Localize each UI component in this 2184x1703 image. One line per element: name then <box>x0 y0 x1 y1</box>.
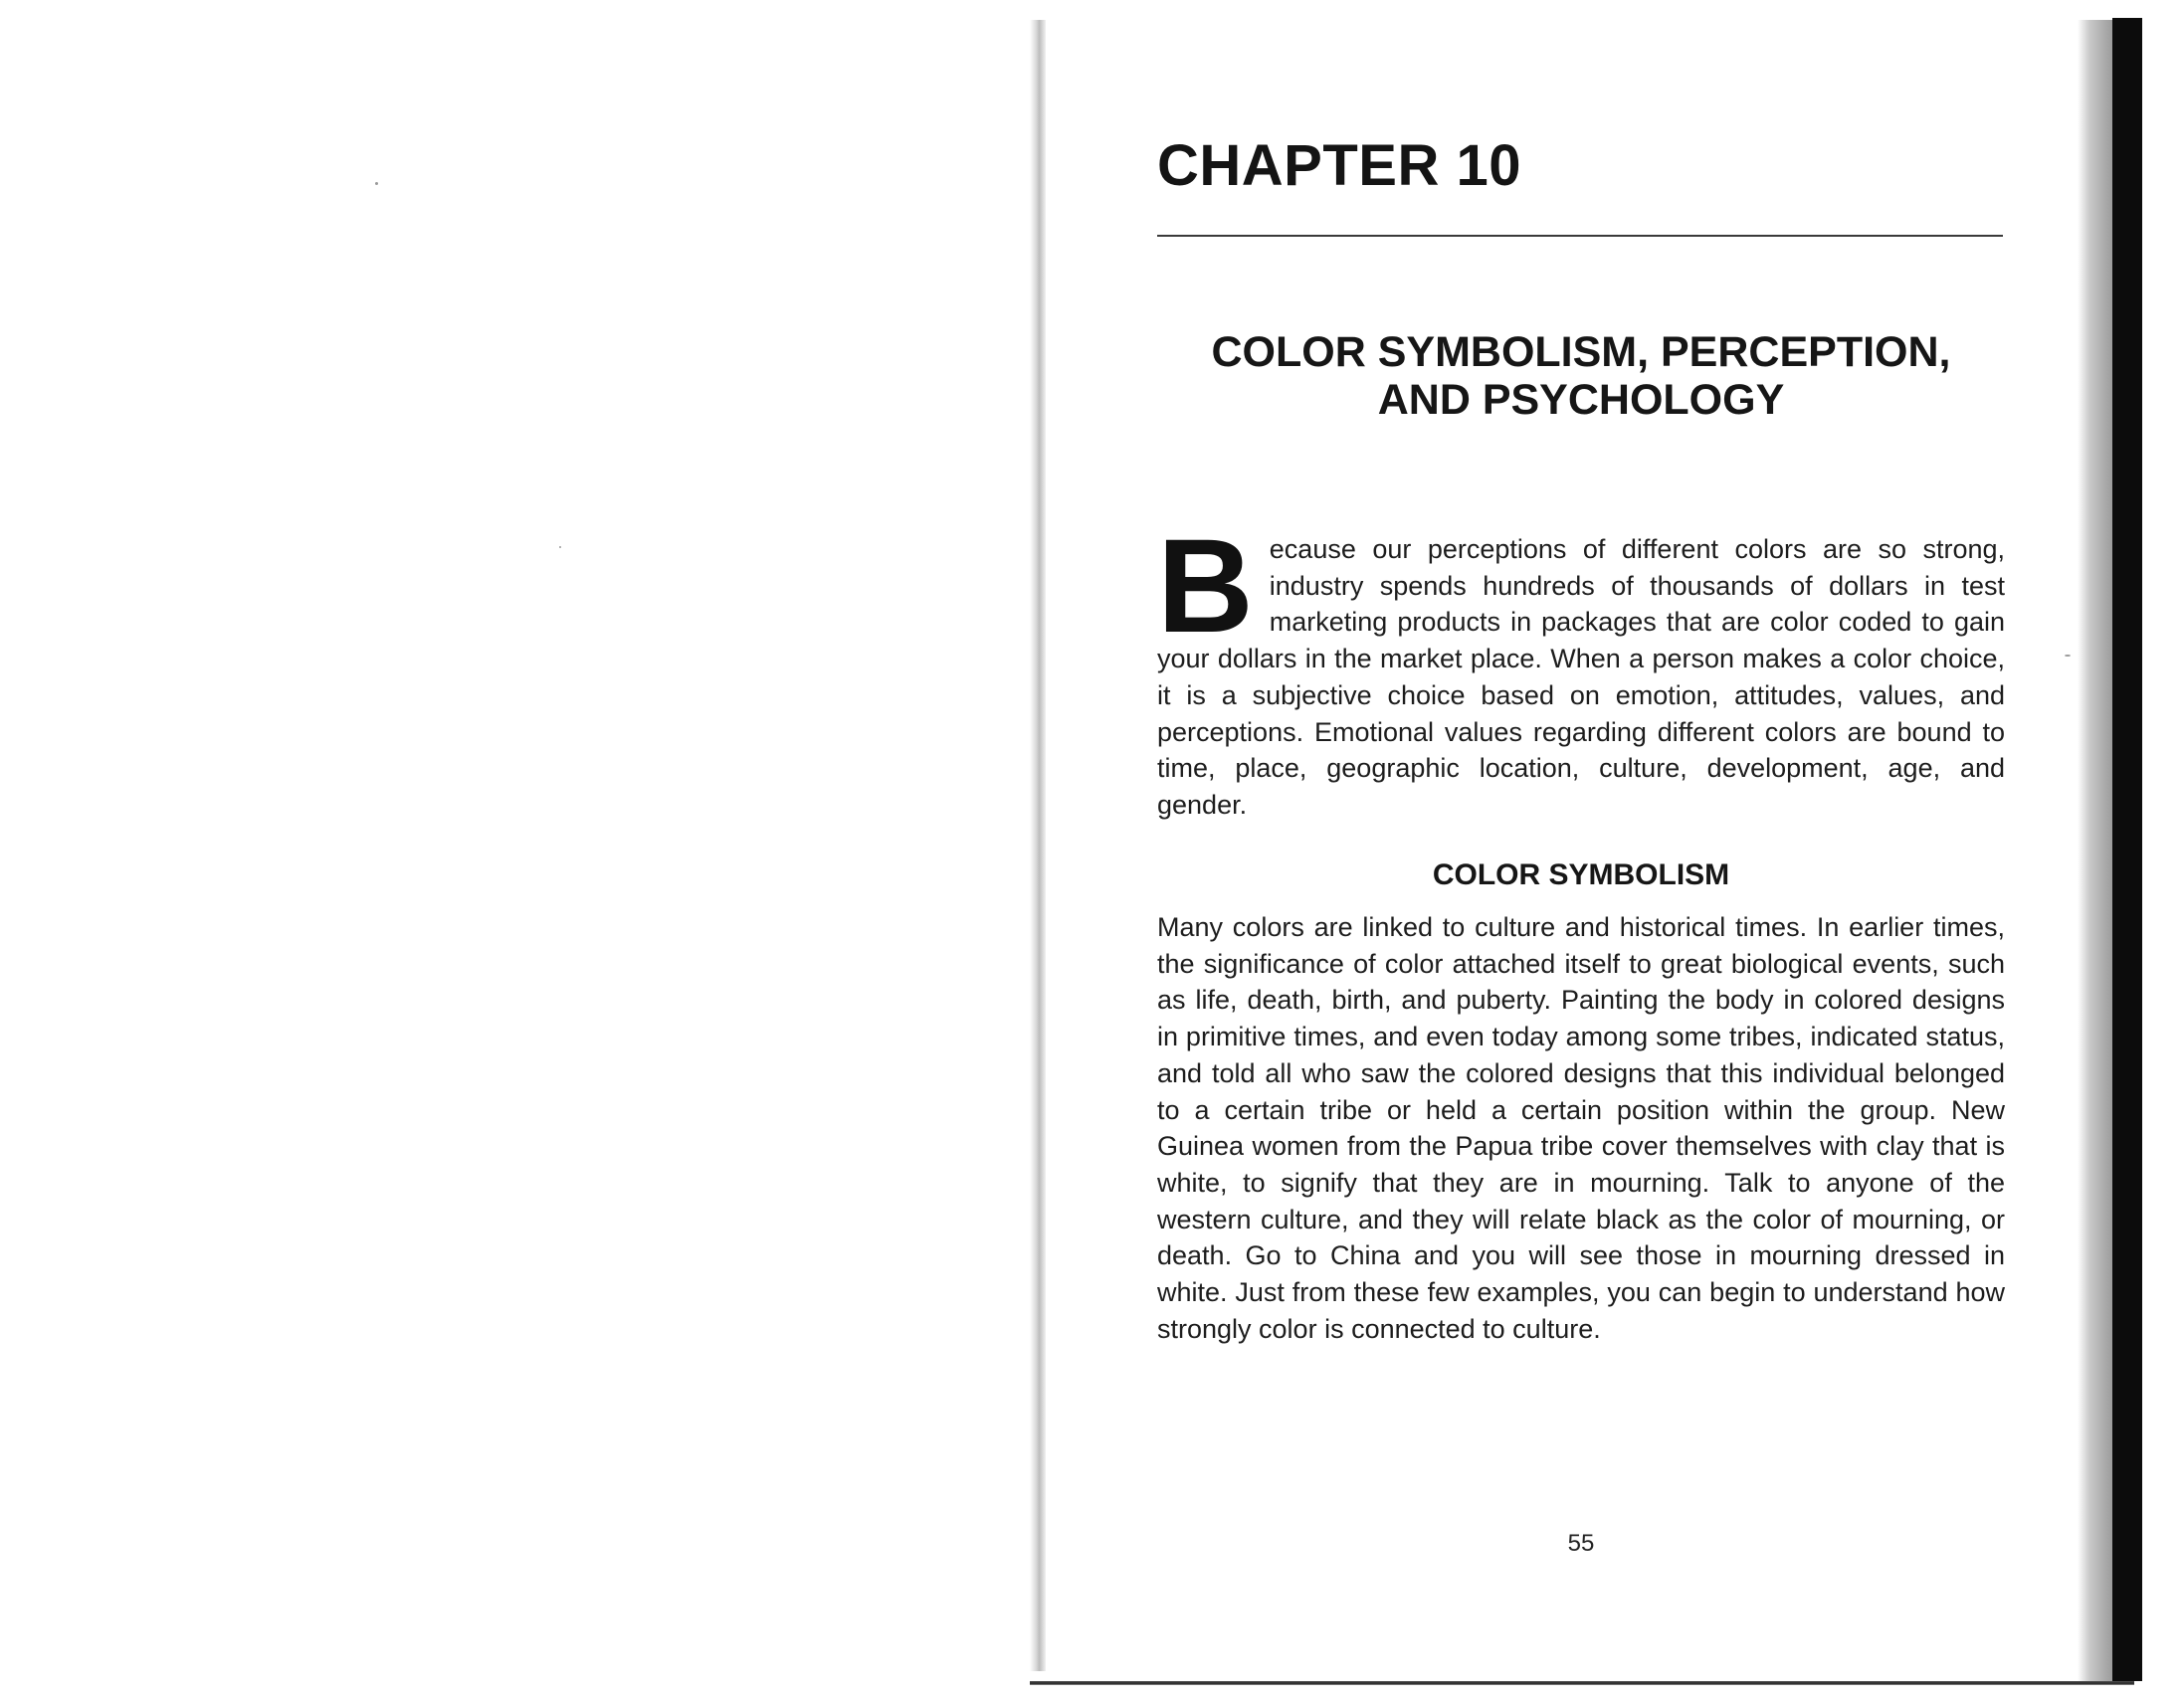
page-edge-shadow <box>2078 20 2112 1681</box>
chapter-title-line-2: AND PSYCHOLOGY <box>1377 376 1785 424</box>
drop-cap: B <box>1157 512 1254 661</box>
chapter-label: CHAPTER 10 <box>1157 133 1521 198</box>
page-number: 55 <box>1567 1530 1595 1557</box>
intro-paragraph <box>1157 512 2005 824</box>
scanner-edge <box>2112 18 2142 1681</box>
right-page <box>1157 0 2005 1703</box>
dust-speck <box>2065 655 2071 657</box>
dust-speck <box>375 182 378 185</box>
section-paragraph: Many colors are linked to culture and historical times. In earlier times, the significance of color attached itself to great biological events, such as life, death, birth, and puberty. Painting the body in colored designs in primitive times, and even today among some tribes, indicated status, and told all who saw the colored designs that this individual belonged to a certain tribe or held a certain position within the group. New Guinea women from the Papua tribe cover themselves with clay that is white, to signify that they are in mourning. Talk to anyone of the western culture, and they will relate black as the color of mourning, or death. Go to China and you will see those in mourning dressed in white. Just from these few examples, you can begin to understand how strongly color is connected to culture. <box>1157 912 2005 1344</box>
intro-text: ecause our perceptions of different colors are so strong, industry spends hundreds of thousands of dollars in test marketing products in packages that are color coded to gain your dollars in the market place. When a person makes a color choice, it is a subjective choice based on emotion, attitudes, values, and perceptions. Emotional values regarding different colors are bound to time, place, geographic location, culture, development, age, and gender. <box>1157 534 2005 820</box>
chapter-title <box>1157 328 2005 424</box>
book-spine-gutter <box>1030 20 1046 1671</box>
dust-speck <box>559 546 561 548</box>
chapter-title-line-1: COLOR SYMBOLISM, PERCEPTION, <box>1211 328 1951 376</box>
section-heading: COLOR SYMBOLISM <box>1432 858 1730 891</box>
chapter-rule <box>1157 235 2003 237</box>
